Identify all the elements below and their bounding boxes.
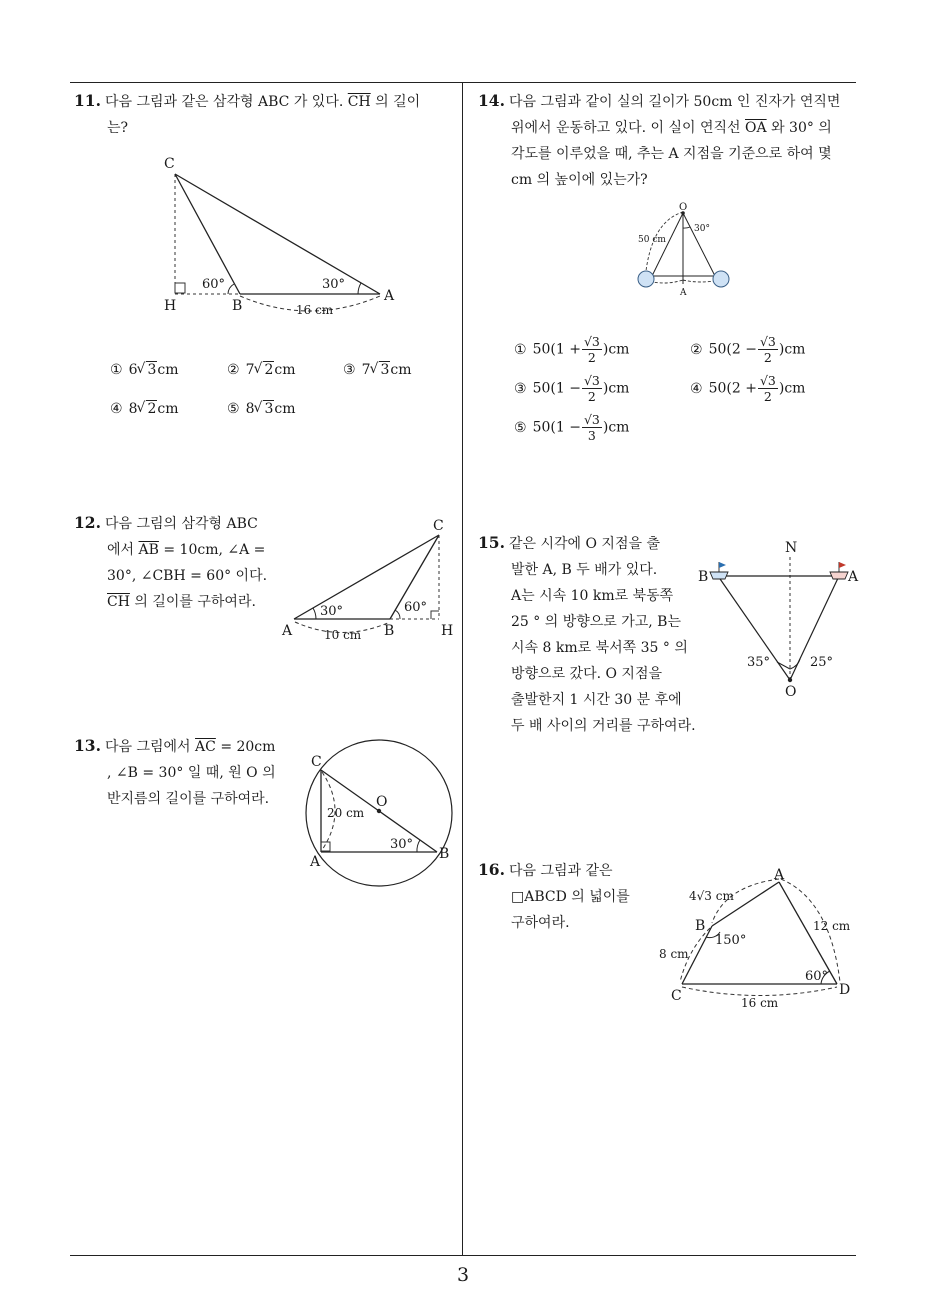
- choice-5[interactable]: ⑤ 50(1 − $\frac{√3}{3}$ )cm: [514, 412, 630, 443]
- q12-triangle-figure: [280, 515, 460, 645]
- label-d: D: [839, 982, 851, 998]
- label-c: C: [164, 156, 175, 172]
- label-a: A: [282, 623, 293, 639]
- choice-4[interactable]: ④ 50(2 + $\frac{√3}{2}$ )cm: [690, 373, 806, 404]
- label-c: C: [433, 518, 444, 534]
- label-o: O: [785, 684, 797, 700]
- label-h: H: [164, 298, 177, 314]
- length-label: 20 cm: [327, 806, 365, 820]
- choice-1[interactable]: ① 50(1 + $\frac{√3}{2}$ )cm: [514, 334, 630, 365]
- label-b: B: [384, 623, 395, 639]
- label-b: B: [439, 846, 450, 862]
- question-15: 15. 같은 시각에 O 지점을 출 발한 A, B 두 배가 있다. A는 시속 10 km로 북동쪽 25 ° 의 방향으로 가고, B는 시속 8 km로 북서쪽 35 ° 의 방향으로 갔다. O 지점을 출발한지 1 시간 30 분 후에 두 배 사이의 거리를 구하여라.: [478, 533, 696, 734]
- label-b: B: [695, 918, 706, 934]
- length-label: 16 cm: [296, 303, 334, 317]
- choice-5[interactable]: ⑤ 8 √ 3cm: [227, 401, 296, 417]
- angle-cbh: 60°: [404, 600, 428, 615]
- question-12: 12. 다음 그림의 삼각형 ABC 에서 $\overline{AB} = 10cm$, ∠A = 30°, ∠CBH = 60° 이다. $\overline{CH}$ 의 길이를 구하여라.: [74, 513, 268, 610]
- label-b: B: [698, 569, 709, 585]
- angle-a: 30°: [320, 604, 344, 619]
- question-number: 12.: [74, 513, 101, 532]
- choice-4[interactable]: ④ 8 √ 2cm: [110, 401, 179, 417]
- angle-b: 60°: [202, 277, 226, 292]
- label-o: O: [376, 794, 388, 810]
- q16-quadrilateral-figure: [655, 862, 860, 1017]
- angle-d: 60°: [805, 969, 829, 984]
- question-13: 13. 다음 그림에서 $\overline{AC} = 20cm$ , ∠B = 30° 일 때, 원 O 의 반지름의 길이를 구하여라.: [74, 736, 276, 807]
- q11-triangle-figure: [150, 148, 410, 328]
- question-number: 11.: [74, 91, 101, 110]
- label-a: A: [310, 854, 321, 870]
- question-number: 14.: [478, 91, 505, 110]
- choice-2[interactable]: ② 7 √ 2cm: [227, 362, 296, 378]
- length-label: 10 cm: [324, 628, 362, 642]
- choice-3[interactable]: ③ 50(1 − $\frac{√3}{2}$ )cm: [514, 373, 630, 404]
- choice-1[interactable]: ① 6 √ 3cm: [110, 362, 179, 378]
- choice-2[interactable]: ② 50(2 − $\frac{√3}{2}$ )cm: [690, 334, 806, 365]
- label-c: C: [311, 754, 322, 770]
- question-11: 11. 다음 그림과 같은 삼각형 ABC 가 있다. $\overline{CH}$ 의 길이 는?: [74, 91, 421, 136]
- label-h: H: [441, 623, 454, 639]
- label-a: A: [848, 569, 859, 585]
- label-n: N: [785, 540, 798, 556]
- q13-circle-figure: [300, 738, 465, 893]
- angle-a: 30°: [322, 277, 346, 292]
- label-o: O: [679, 202, 688, 213]
- side-bc: 8 cm: [659, 947, 689, 961]
- label-a: A: [680, 288, 687, 298]
- question-14: 14. 다음 그림과 같이 실의 길이가 50cm 인 진자가 연직면 위에서 운동하고 있다. 이 실이 연직선 $\overline{OA}$ 와 30° 의 각도를 이루었을 때, 추는 A 지점을 기준으로 하여 몇 cm 의 높이에 있는가?: [478, 91, 841, 188]
- side-ab: 4√3 cm: [689, 889, 734, 903]
- angle-nw: 35°: [747, 655, 771, 670]
- question-16: 16. 다음 그림과 같은 □ABCD 의 넓이를 구하여라.: [478, 860, 630, 931]
- column-divider: [462, 82, 463, 1256]
- question-number: 15.: [478, 533, 505, 552]
- label-c: C: [671, 988, 682, 1004]
- top-rule: [70, 82, 856, 83]
- q15-ships-figure: [696, 535, 866, 705]
- side-cd: 16 cm: [741, 996, 779, 1010]
- angle-ne: 25°: [810, 655, 834, 670]
- page-number: 3: [456, 1264, 470, 1286]
- label-a: A: [774, 867, 785, 883]
- side-ad: 12 cm: [813, 919, 851, 933]
- question-number: 16.: [478, 860, 505, 879]
- q14-pendulum-figure: [630, 202, 740, 297]
- angle-b: 30°: [390, 837, 414, 852]
- choice-3[interactable]: ③ 7 √ 3cm: [343, 362, 412, 378]
- bottom-rule: [70, 1255, 856, 1256]
- length-label: 50 cm: [638, 235, 666, 245]
- label-a: A: [384, 288, 395, 304]
- label-b: B: [232, 298, 243, 314]
- angle-b: 150°: [715, 933, 747, 948]
- question-number: 13.: [74, 736, 101, 755]
- angle-label: 30°: [694, 224, 710, 234]
